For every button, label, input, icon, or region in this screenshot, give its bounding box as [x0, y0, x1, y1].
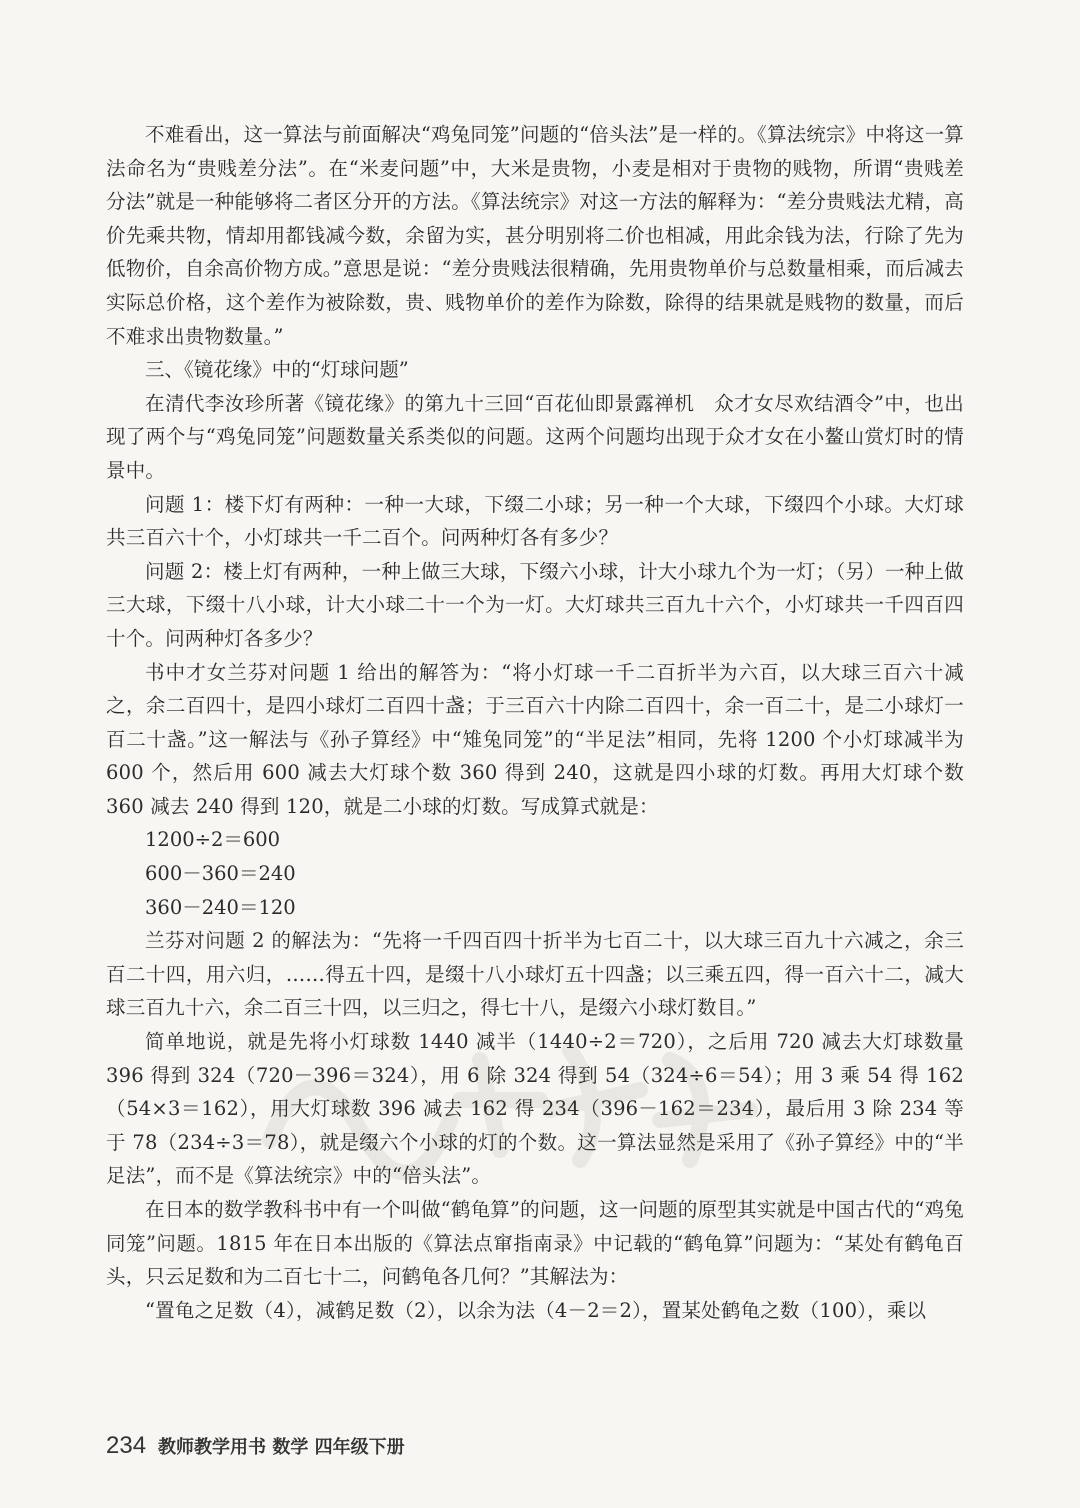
- main-text: [106, 118, 964, 1327]
- paragraph-2: 在清代李汝珍所著《镜花缘》的第九十三回“百花仙即景露禅机 众才女尽欢结酒令”中，也出现了两个与“鸡兔同笼”问题数量关系类似的问题。这两个问题均出现于众才女在小鳌山赏灯时的情景中。: [106, 391, 964, 482]
- formula-2: 600－360＝240: [145, 862, 296, 886]
- paragraph-solution-2: 兰芬对问题 2 的解法为：“先将一千四百四十折半为七百二十，以大球三百九十六减之，余三百二十四，用六归，……得五十四，是缀十八小球灯五十四盏；以三乘五四，得一百六十二，减大球三百九十六，余二百三十四，以三归之，得七十八，是缀六小球灯数目。”: [106, 929, 964, 1020]
- problem-1: 问题 1：楼下灯有两种：一种一大球，下缀二小球；另一种一个大球，下缀四个小球。大灯球共三百六十个，小灯球共一千二百个。问两种灯各有多少？: [106, 492, 964, 550]
- book-title: 教师教学用书 数学 四年级下册: [158, 1437, 405, 1458]
- formula-3: 360－240＝120: [145, 895, 296, 919]
- problem-2: 问题 2：楼上灯有两种，一种上做三大球，下缀六小球，计大小球九个为一灯；（另）一种上做三大球，下缀十八小球，计大小球二十一个为一灯。大灯球共三百九十六个，小灯球共一千四百四十个。问两种灯各多少？: [106, 559, 964, 650]
- page-number: 234: [106, 1432, 147, 1459]
- paragraph-explanation: 简单地说，就是先将小灯球数 1440 减半（1440÷2＝720），之后用 720 减去大灯球数量 396 得到 324（720－396＝324），用 6 除 324 得到 54（324÷6＝54）；用 3 乘 54 得 162（54×3＝162），用大灯球数 396 减去 162 得 234（396－162＝234），最后用 3 除 234 等于 78（234÷3＝78），就是缀六个小球的灯的个数。这一算法显然是采用了《孙子算经》中的“半足法”，而不是《算法统宗》中的“倍头法”。: [106, 1030, 964, 1188]
- section-heading: 三、《镜花缘》中的“灯球问题”: [145, 358, 409, 382]
- paragraph-japan: 在日本的数学教科书中有一个叫做“鹤龟算”的问题，这一问题的原型其实就是中国古代的“鸡兔同笼”问题。1815 年在日本出版的《算法点窜指南录》中记载的“鹤龟算”问题为：“某处有鹤龟百头，只云足数和为二百七十二，问鹤龟各几何？”其解法为：: [106, 1198, 964, 1289]
- paragraph-method: “置龟之足数（4），减鹤足数（2），以余为法（4－2＝2），置某处鹤龟之数（100），乘以: [145, 1298, 927, 1322]
- formula-1: 1200÷2＝600: [145, 828, 281, 852]
- paragraph-solution-1: 书中才女兰芬对问题 1 给出的解答为：“将小灯球一千二百折半为六百，以大球三百六十减之，余二百四十，是四小球灯二百四十盏；于三百六十内除二百四十，余一百二十，是二小球灯一百二十盏。”这一解法与《孙子算经》中“雉兔同笼”的“半足法”相同，先将 1200 个小灯球减半为 600 个，然后用 600 减去大灯球个数 360 得到 240，这就是四小球的灯数。再用大灯球个数 360 减去 240 得到 120，就是二小球的灯数。写成算式就是：: [106, 660, 964, 818]
- paragraph-1: 不难看出，这一算法与前面解决“鸡兔同笼”问题的“倍头法”是一样的。《算法统宗》中将这一算法命名为“贵贱差分法”。在“米麦问题”中，大米是贵物，小麦是相对于贵物的贱物，所谓“贵贱差分法”就是一种能够将二者区分开的方法。《算法统宗》对这一方法的解释为：“差分贵贱法尤精，高价先乘共物，情却用都钱减今数，余留为实，甚分明别将二价也相减，用此余钱为法，行除了先为低物价，自余高价物方成。”意思是说：“差分贵贱法很精确，先用贵物单价与总数量相乘，而后减去实际总价格，这个差作为被除数，贵、贱物单价的差作为除数，除得的结果就是贱物的数量，而后不难求出贵物数量。”: [106, 123, 964, 348]
- page-footer: [106, 1432, 405, 1460]
